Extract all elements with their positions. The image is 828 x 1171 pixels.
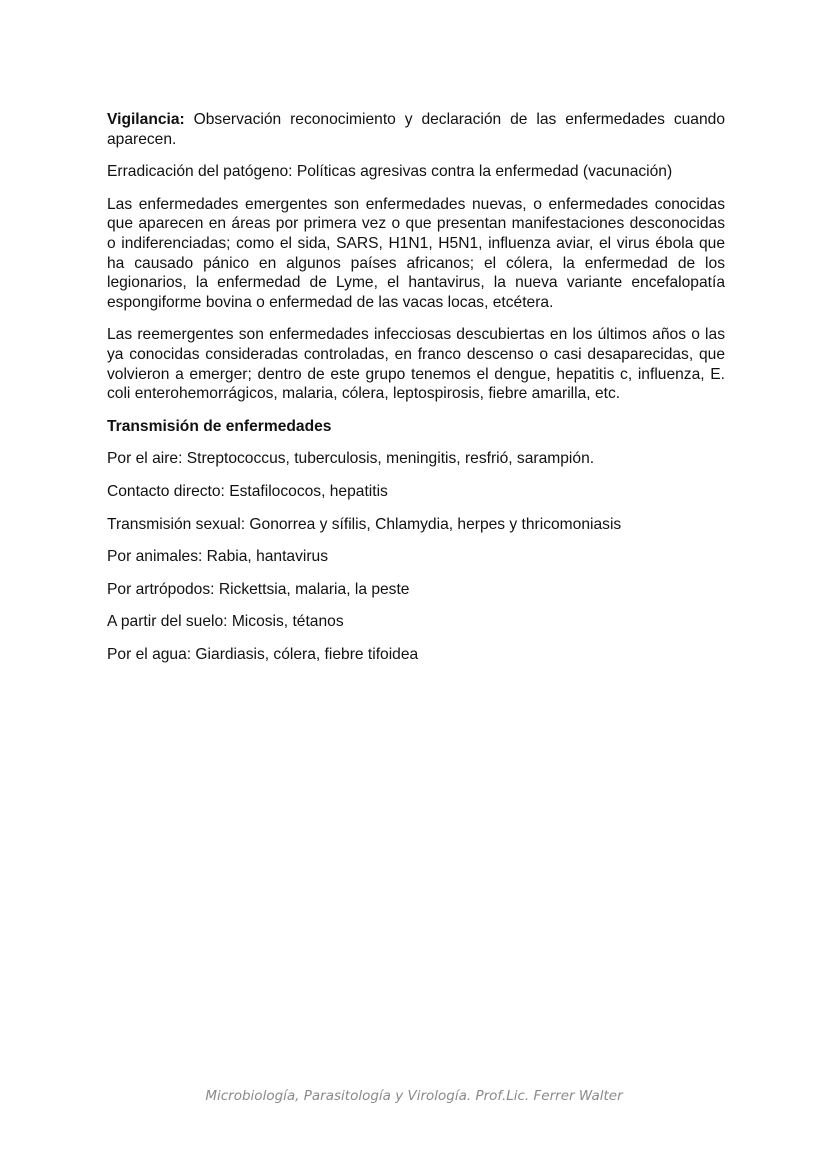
reemergentes-paragraph: Las reemergentes son enfermedades infecciosas descubiertas en los últimos años o las ya conocidas consideradas controladas, en franco descenso o casi desaparecidas, que volvieron a emerger; dentro de este grupo tenemos el dengue, hepatitis c, influenza, E. coli enterohemorrágicos, malaria, cólera, leptospirosis, fiebre amarilla, etc. xyxy=(107,326,725,403)
transmision-item-aire: Por el aire: Streptococcus, tuberculosis, meningitis, resfrió, sarampión. xyxy=(107,450,595,468)
transmision-item-artropodos: Por artrópodos: Rickettsia, malaria, la peste xyxy=(107,580,410,598)
transmision-item-animales: Por animales: Rabia, hantavirus xyxy=(107,548,329,566)
transmision-item-sexual: Transmisión sexual: Gonorrea y sífilis, Chlamydia, herpes y thricomoniasis xyxy=(107,515,622,533)
emergentes-paragraph: Las enfermedades emergentes son enfermedades nuevas, o enfermedades conocidas que aparecen en áreas por primera vez o que presentan manifestaciones desconocidas o indiferenciadas; como el sida, SARS, H1N1, H5N1, influenza aviar, el virus ébola que ha causado pánico en algunos países africanos; el cólera, la enfermedad de los legionarios, la enfermedad de Lyme, el hantavirus, la nueva variante encefalopatía espongiforme bovina o enfermedad de las vacas locas, etcétera. xyxy=(107,195,725,311)
vigilancia-text: Observación reconocimiento y declaración de las enfermedades cuando aparecen. xyxy=(107,111,725,148)
transmision-item-agua: Por el agua: Giardiasis, cólera, fiebre tifoidea xyxy=(107,645,419,663)
transmision-item-contacto: Contacto directo: Estafilococos, hepatitis xyxy=(107,482,388,500)
transmision-heading: Transmisión de enfermedades xyxy=(107,417,332,435)
document-body xyxy=(107,110,725,677)
page-footer: Microbiología, Parasitología y Virología. Prof.Lic. Ferrer Walter xyxy=(205,1088,623,1104)
vigilancia-paragraph xyxy=(107,110,725,149)
vigilancia-label: Vigilancia: xyxy=(107,111,185,128)
erradicacion-paragraph: Erradicación del patógeno: Políticas agresivas contra la enfermedad (vacunación) xyxy=(107,163,673,181)
transmision-item-suelo: A partir del suelo: Micosis, tétanos xyxy=(107,613,344,631)
